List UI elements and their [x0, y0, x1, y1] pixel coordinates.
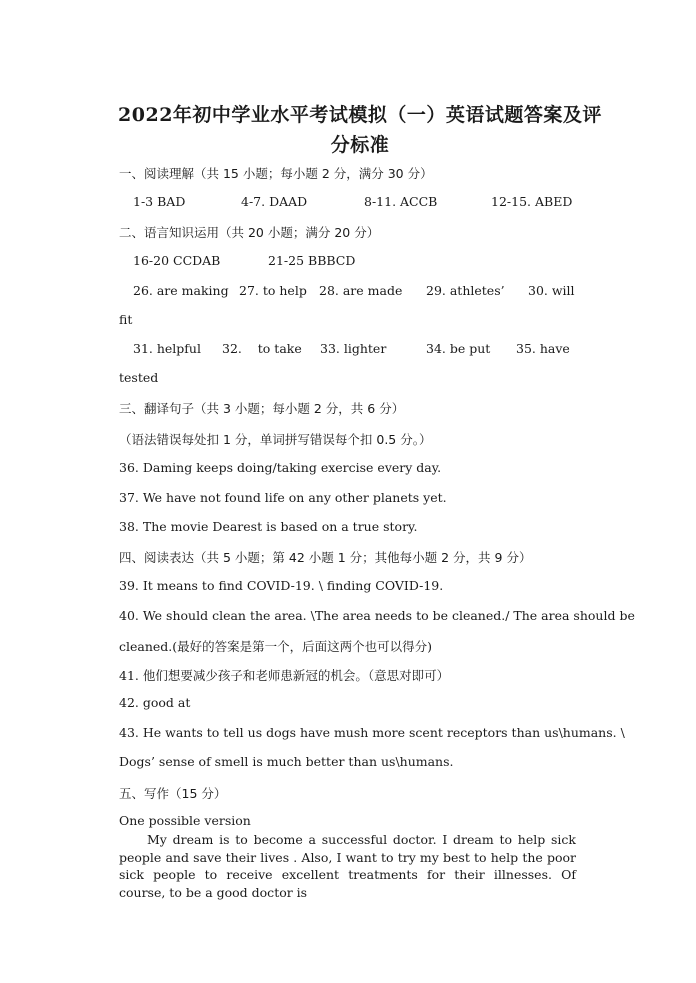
section2-heading: 二、语言知识运用（共 20 小题；满分 20 分）	[119, 225, 380, 240]
answer-30: 30. will	[528, 283, 575, 298]
sample-essay	[119, 831, 576, 901]
answer-4-7: 4-7. DAAD	[241, 194, 308, 209]
answer-16-20: 16-20 CCDAB	[133, 253, 221, 268]
section1-heading: 一、阅读理解（共 15 小题；每小题 2 分，满分 30 分）	[119, 166, 433, 181]
answer-43-line1: 43. He wants to tell us dogs have mush more scent receptors than us\humans. \	[119, 725, 625, 740]
section3-heading: 三、翻译句子（共 3 小题；每小题 2 分，共 6 分）	[119, 401, 405, 416]
answer-27: 27. to help	[239, 283, 307, 298]
answer-37: 37. We have not found life on any other planets yet.	[119, 490, 447, 505]
section3-scoring-note: （语法错误每处扣 1 分，单词拼写错误每个扣 0.5 分。）	[119, 432, 432, 447]
document-title-line1: 2022年初中学业水平考试模拟（一）英语试题答案及评	[118, 104, 602, 126]
sample-essay-label: One possible version	[119, 813, 251, 828]
answer-38: 38. The movie Dearest is based on a true story.	[119, 519, 418, 534]
answer-40-line2: cleaned.(最好的答案是第一个，后面这两个也可以得分)	[119, 639, 433, 654]
answer-34: 34. be put	[426, 341, 491, 356]
answer-21-25: 21-25 BBBCD	[268, 253, 356, 268]
answer-29: 29. athletes’	[426, 283, 505, 298]
document-title-line2: 分标准	[330, 134, 390, 156]
answer-8-11: 8-11. ACCB	[364, 194, 438, 209]
answer-41: 41. 他们想要减少孩子和老师患新冠的机会。（意思对即可）	[119, 668, 450, 683]
answer-39: 39. It means to find COVID-19. \ finding COVID-19.	[119, 578, 444, 593]
answer-32: 32. to take	[222, 341, 302, 356]
section4-heading: 四、阅读表达（共 5 小题；第 42 小题 1 分；其他每小题 2 分，共 9 分）	[119, 550, 532, 565]
answer-36: 36. Daming keeps doing/taking exercise every day.	[119, 460, 442, 475]
answer-28: 28. are made	[319, 283, 403, 298]
answer-35-wrap: tested	[119, 370, 159, 385]
answer-42: 42. good at	[119, 695, 191, 710]
answer-33: 33. lighter	[320, 341, 387, 356]
sample-essay-text: My dream is to become a successful doctor. I dream to help sick people and save their lives . Also, I want to try my best to help the poor sick people to receive excellent treatments for their illnesses. Of course, to be a good doctor is	[119, 832, 576, 900]
answer-1-3: 1-3 BAD	[133, 194, 186, 209]
answer-31: 31. helpful	[133, 341, 201, 356]
answer-43-line2: Dogs’ sense of smell is much better than us\humans.	[119, 754, 454, 769]
answer-40-line1: 40. We should clean the area. \The area needs to be cleaned./ The area should be	[119, 608, 635, 623]
answer-26: 26. are making	[133, 283, 229, 298]
section5-heading: 五、写作（15 分）	[119, 786, 227, 801]
answer-30-wrap: fit	[119, 312, 133, 327]
answer-35: 35. have	[516, 341, 570, 356]
answer-12-15: 12-15. ABED	[491, 194, 573, 209]
